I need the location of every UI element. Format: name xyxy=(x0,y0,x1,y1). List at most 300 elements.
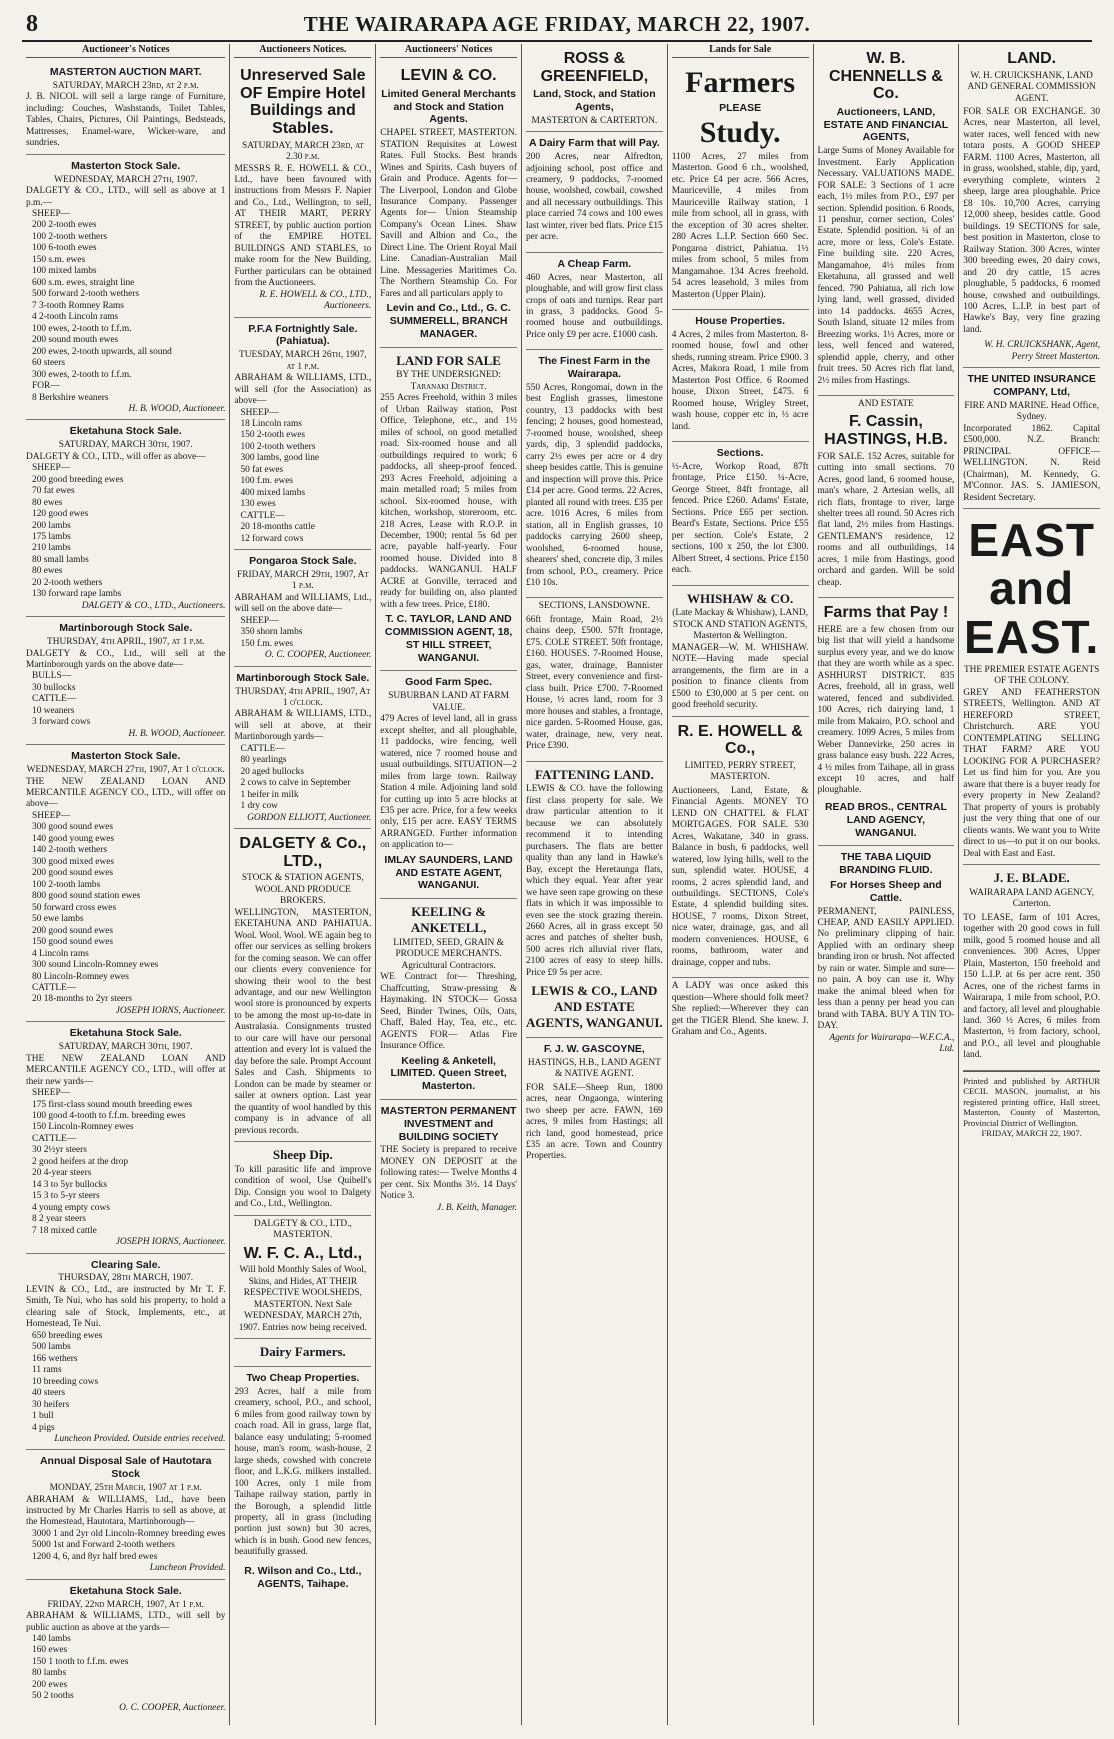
property-listing xyxy=(526,350,663,598)
list-item: 150 2-tooth ewes xyxy=(240,430,306,441)
list-item: 80 small lambs xyxy=(32,554,89,565)
column-header: Auctioneers Notices. xyxy=(234,44,371,58)
advert-signature: W. H. CRUICKSHANK, Agent, Perry Street Masterton. xyxy=(984,340,1101,362)
auction-notice xyxy=(26,1450,225,1579)
list-item: 200 good sound ewes xyxy=(32,868,113,879)
list-item: 50 fat ewes xyxy=(240,464,284,475)
merchant-advert xyxy=(380,61,517,347)
notice-date: MONDAY, 25th March, 1907 at 1 p.m. xyxy=(49,1483,202,1494)
list-item: 150 s.m. ewes xyxy=(32,254,86,265)
list-item: 350 shorn lambs xyxy=(240,627,303,638)
column-1 xyxy=(22,44,230,1725)
notice-body: DALGETY & CO., Ltd., will sell at the Martinborough yards on the above date— xyxy=(26,648,226,670)
list-item: 2 cows to calve in September xyxy=(240,778,351,789)
advert-date: SATURDAY, MARCH 23rd, at 2.30 p.m. xyxy=(241,140,364,163)
list-item: 140 lambs xyxy=(32,1634,71,1644)
advert-body: CHAPEL STREET, MASTERTON. STATION Requisites at Lowest Rates. Full Stocks. Best brands Wines and Spirits. Cash buyers of Grain and Produce. Agents for— The Liverpool, London and Globe Insurance Company. Passenger Agents for— Union Steamship Company's Ocean Lines. Shaw Savill and Albion and Co., the Direct Line. The Orient Royal Mail Line. Canadian-Australian Mail Line. Messageries Maritimes Co. The Northern Steamship Co. For Fares and all particulars apply to xyxy=(380,128,517,299)
list-item: 70 fat ewes xyxy=(32,486,75,497)
column-header: Lands for Sale xyxy=(672,44,809,58)
advert-body: FOR SALE—Sheep Run, 1800 acres, near Ongaonga, wintering two sheep per acre. FAWN, 169 acres, 9 miles from Hastings; all rich land, good homestead, price £35 an acre. Town and Country Properties. xyxy=(525,1082,663,1162)
advert-body: GREY AND FEATHERSTON STREETS, Wellington. AND AT HEREFORD STREET, Christchurch. ARE YOU CONTEMPLATING SELLING THAT FARM? ARE YOU LOOKING FOR A PURCHASER? Let us find him for you. Are you aware that there is a buyer ready for every property in New Zealand? That property of yours is probably just the very thing that one of our clients wants. We want you to Write direct to us—to put it on our books. Deal with East and East. xyxy=(963,687,1101,859)
list-item: 150 f.m. ewes xyxy=(240,638,294,649)
advert-body: A LADY was once asked this question—Where should folk meet? She replied:—Wherever they can get the TIGER Blend. She knew. J. Graham and Co., Agents. xyxy=(671,981,809,1038)
auction-notice xyxy=(26,617,225,745)
notice-heading: Eketahuna Stock Sale. xyxy=(69,425,182,438)
advert-body: 293 Acres, half a mile from creamery, school, P.O., and school, 6 miles from good railway town by coach road. All in grass, large flat, balance easy undulating; 5-roomed house, man's room, wash-house, 2 large sheds, cowshed with concrete floor, and L.K.G. milkers installed. 100 Acres, only 1 mile from Taihape railway station, partly in the Borough, a splendid little property, all in grass (including portion just sown) but 30 acres, which is in bush. Good new fences, beautifully grassed. xyxy=(234,1386,372,1558)
advert-title: Dairy Farmers. xyxy=(259,1344,346,1360)
advert-signature: J. B. Keith, Manager. xyxy=(437,1202,517,1213)
list-item: 600 s.m. ewes, straight line xyxy=(32,277,135,288)
notice-body: ABRAHAM & WILLIAMS, Ltd., have been instructed by Mr Charles Harris to sell as above, at the Homestead, Hautotara, Martinborough— xyxy=(26,1494,226,1528)
sale-advert xyxy=(234,550,371,667)
advert-title: LEVIN & CO. xyxy=(400,67,497,85)
listing-title: House Properties. xyxy=(695,315,786,328)
advert-title: W. F. C. A., Ltd., xyxy=(243,1244,363,1262)
advert-title: Sheep Dip. xyxy=(272,1147,333,1163)
advert-title: LAND FOR SALE xyxy=(396,352,501,368)
listing-body: 460 Acres, near Masterton, all ploughable, and will grow first class crops of oats and turnips. Rear part in grass, 3 paddocks. Good 5-roomed house and outbuildings. Price only £9 per acre. £1000 cash. xyxy=(525,272,663,340)
notice-heading: Masterton Stock Sale. xyxy=(71,159,181,172)
advert-title: Good Farm Spec. xyxy=(405,676,493,689)
notice-signature: JOSEPH IORNS, Auctioneer. xyxy=(115,1005,226,1016)
society-advert xyxy=(380,1100,517,1218)
list-item: 130 ewes xyxy=(240,499,276,510)
agent-advert xyxy=(672,586,809,717)
list-item: 60 steers xyxy=(32,358,66,369)
advert-subtitle: THE PREMIER ESTATE AGENTS OF THE COLONY. xyxy=(963,665,1100,687)
notice-heading: Eketahuna Stock Sale. xyxy=(69,1584,182,1597)
list-item: CATTLE— xyxy=(240,510,285,521)
list-item: 10 breeding cows xyxy=(32,1376,99,1387)
advert-body: 479 Acres of level land, all in grass except shelter, and all ploughable, 11 paddocks, wire fencing, well watered, nice 7 roomed house and usual outbuildings. SITUATION—2 miles from large town. Railway Station 4 mile. Adjoining land sold for cutting up into 5 acre blocks at £35 per acre. Price, for a few weeks only, £15 per acre. EASY TERMS ARRANGED. Further information on application to— xyxy=(380,714,517,851)
column-2 xyxy=(230,44,376,1725)
listing-body: 200 Acres, near Alfredton, adjoining school, post office and creamery, 9 paddocks, 7-roomed house, woolshed, cowbail, cowshed and all necessary outbuildings. This place carried 74 cows and 100 ewes last winter, river bed flats. Price £15 per acre. xyxy=(525,152,663,243)
advert-body: MESSRS R. E. HOWELL & CO., Ltd., have been favoured with instructions from Messrs F. Napier and Co., Ltd., Wellington, to sell, AT THEIR MART, PERRY STREET, by public auction portion of the EMPIRE HOTEL BUILDINGS AND STABLES, to make room for the New Building. Further particulars can be obtained from the Auctioneers. xyxy=(234,163,372,289)
list-item: 200 good sound ewes xyxy=(32,925,113,936)
list-item: 175 first-class sound mouth breeding ewes xyxy=(32,1099,193,1110)
list-item: 10 weaners xyxy=(32,705,75,716)
property-listing xyxy=(672,442,809,585)
advert-title: THE UNITED INSURANCE COMPANY, Ltd, xyxy=(967,373,1096,399)
list-item: 20 4-year steers xyxy=(32,1168,92,1179)
advert-subtitle: WAIRARAPA LAND AGENCY, Carterton. xyxy=(969,887,1095,910)
list-item: SHEEP— xyxy=(240,407,279,418)
advert-title: W. B. CHENNELLS & Co. xyxy=(829,50,943,103)
notice-body: THE NEW ZEALAND LOAN AND MERCANTILE AGENCY CO., LTD., will offer at their new yards— xyxy=(26,1053,226,1087)
list-item: 20 aged bullocks xyxy=(240,766,304,777)
listing-title: A Cheap Farm. xyxy=(557,257,632,270)
column-header: Auctioneers' Notices xyxy=(380,44,517,58)
advert-signature: READ BROS., CENTRAL LAND AGENCY, WANGANUI. xyxy=(824,800,947,839)
advert-subtitle: Land, Stock, and Station Agents, xyxy=(533,88,656,113)
list-item: FOR— xyxy=(32,381,60,392)
list-item: 12 forward cows xyxy=(240,533,304,544)
list-item: 1 heifer in milk xyxy=(240,789,299,800)
listing-title: A Dairy Farm that will Pay. xyxy=(529,137,660,150)
listing-body: 550 Acres, Rongomai, down in the best English grasses, limestone country, 13 paddocks with best fencing; 2 houses, good homestead, 7-roomed house, woolshed, sheep yards, dip, 3 splendid paddocks, carry 2½ ewes per acre or 4 dry sheep besides cattle. This is genuine and inspection will prove this. Price £14 per acre. Good terms. 22 Acres, planted all round with trees. £35 per acre. 1016 Acres, 6 miles from station, all in English grasses, 10 paddocks carrying 2600 sheep, woolshed, 6-roomed house, shearers' shed, concrete dip, 3 miles from school, P.O., creamery. Price £10 10s. xyxy=(525,383,663,588)
notice-heading: MASTERTON AUCTION MART. xyxy=(49,66,202,79)
column-7 xyxy=(959,44,1104,1725)
list-item: 130 forward rape lambs xyxy=(32,589,122,600)
list-item: 166 wethers xyxy=(32,1353,78,1364)
list-item: 20 18-months to 2yr steers xyxy=(32,994,132,1005)
listing-title: The Finest Farm in the Wairarapa. xyxy=(538,355,651,381)
list-item: 100 2-tooth wethers xyxy=(240,441,316,452)
list-item: 175 lambs xyxy=(32,531,71,542)
sale-advert xyxy=(234,667,371,829)
auction-notice xyxy=(26,61,225,155)
advert-body: Auctioneers, Land, Estate, & Financial Agents. MONEY TO LEND ON CHATTEL & FLAT MORTGAGES. FOR SALE. 530 Acres, Wakatane, 340 in grass. Balance in bush, 6 paddocks, well watered, low lying hills, well to the sun, splendid water. HOUSE, 4 rooms, 2 acres splendid land, and outbuildings. SECTIONS, Cole's Estate, 4 splendid building sites. HOUSE, 7 rooms, Dixon Street, nice water, drainage, gas, and all modern conveniences. HOUSE, 6 rooms, bathroom, water and drainage, copper and tubs. xyxy=(671,785,809,968)
list-item: 3 forward cows xyxy=(32,717,91,728)
notice-signature: H. B. WOOD, Auctioneer. xyxy=(128,403,226,414)
listing-title: SECTIONS, LANSDOWNE. xyxy=(538,601,650,612)
list-item: 100 ewes, 2-tooth to f.f.m. xyxy=(32,323,132,334)
list-item: 50 2 tooths xyxy=(32,1691,74,1702)
list-item: 200 lambs xyxy=(32,520,71,531)
list-item: 100 f.m. ewes xyxy=(240,476,294,487)
insurance-advert xyxy=(963,368,1100,509)
advert-title: R. E. HOWELL & Co., xyxy=(677,722,803,758)
notice-date: WEDNESDAY, MARCH 27th, 1907, At 1 o'clock. xyxy=(26,765,225,776)
notice-heading: Annual Disposal Sale of Hautotara Stock xyxy=(39,1455,212,1481)
listing-signature: Study. xyxy=(699,116,781,150)
list-item: 100 2-tooth lambs xyxy=(32,879,101,890)
advert-title: KEELING & ANKETELL, xyxy=(410,904,487,936)
column-4 xyxy=(522,44,668,1725)
land-advert xyxy=(380,348,517,672)
listing-subtitle: PLEASE xyxy=(719,101,762,114)
notice-signature: H. B. WOOD, Auctioneer. xyxy=(128,728,226,739)
stock-list xyxy=(234,408,371,546)
column-header: Auctioneer's Notices xyxy=(26,44,225,58)
advert-title: F. J. W. GASCOYNE, xyxy=(543,1042,645,1055)
auction-notice xyxy=(26,745,225,1022)
list-item: 200 ewes, 2-tooth upwards, all sound xyxy=(32,346,172,357)
advert-body: Large Sums of Money Available for Investment. Early Application Necessary. VALUATIONS MADE. FOR SALE: 3 Sections of 1 acre each, 1½ miles from P.O., £97 per section. Splendid position. 6 Roods, 11 penshur, corner section, Coles' Estate. Splendid position. ¼ of an acre, more or less, Cole's Estate. Fine building site. 220 Acres, Mangamahoe, 4½ miles from Eketahuna, all grassed and well fenced. 790 Pahiatua, all rich low lying land, well grassed, divided into 14 paddocks. 4655 Acres, South Island, situate 12 miles from Breezing works. 1½ Acres, more or less, well fenced and watered, splendid apple, cherry, and other fruit trees. 50 Acres rich flat land, 2½ miles from Hastings. xyxy=(817,146,955,386)
advert-signature: Keeling & Anketell, LIMITED. Queen Street, Masterton. xyxy=(390,1054,507,1093)
advert-title: WHISHAW & CO. xyxy=(686,590,794,606)
imprint-text: Printed and published by ARTHUR CECIL MASON, journalist, at his registered printing office, Hall street, Masterton, County of Masterton, Provincial District of Wellington. xyxy=(963,1075,1101,1128)
sale-advert xyxy=(234,1216,371,1339)
list-item: SHEEP— xyxy=(32,1088,71,1099)
list-item: 1 dry cow xyxy=(240,801,278,812)
list-item: SHEEP— xyxy=(240,615,279,626)
column-6 xyxy=(814,44,960,1725)
sale-advert xyxy=(234,1142,371,1216)
list-item: CATTLE— xyxy=(32,982,77,993)
notice-body: THE NEW ZEALAND LOAN AND MERCANTILE AGENCY CO., LTD., will offer on above— xyxy=(26,776,226,810)
advert-date: FRIDAY, MARCH 29th, 1907, At 1 p.m. xyxy=(237,569,369,592)
list-item: 650 breeding ewes xyxy=(32,1330,103,1341)
list-item: 120 good ewes xyxy=(32,509,89,520)
advert-signature: Agents for Wairarapa—W.F.C.A., Ltd. xyxy=(829,1032,955,1055)
stock-list xyxy=(26,1529,225,1563)
advert-subtitle: SUBURBAN LAND AT FARM VALUE. xyxy=(388,691,509,713)
list-item: 4 2-tooth Lincoln rams xyxy=(32,312,119,323)
list-item: SHEEP— xyxy=(32,209,71,219)
list-item: 200 ewes xyxy=(32,1679,68,1690)
list-item: SHEEP— xyxy=(32,463,71,474)
list-item: 20 2-tooth wethers xyxy=(32,577,103,588)
list-item: 30 bullocks xyxy=(32,682,76,693)
notice-body: J. B. NICOL will sell a large range of Furniture, including: Couches, Washstands, Toilet Tables, Tables, Chairs, Pictures, Oil Paintings, Bedsteads, Mattresses, Enamel-ware, Wicker-ware, and sundries. xyxy=(26,92,226,149)
agent-advert xyxy=(526,1038,663,1171)
advert-subtitle: (Late Mackay & Whishaw), LAND, STOCK AND STATION AGENTS, Masterton & Wellington. xyxy=(672,608,808,642)
agent-advert xyxy=(672,717,809,979)
notice-heading: Martinborough Stock Sale. xyxy=(59,622,193,635)
agent-advert xyxy=(526,44,663,132)
sale-advert xyxy=(234,829,371,1142)
list-item: 8 2 year steers xyxy=(32,1214,86,1225)
list-item: 300 good mixed ewes xyxy=(32,856,115,867)
notice-date: THURSDAY, 4th APRIL, 1907, at 1 p.m. xyxy=(47,637,205,648)
list-item: 80 yearlings xyxy=(240,755,287,766)
notice-heading: Clearing Sale. xyxy=(91,1258,161,1271)
stock-list xyxy=(234,616,371,650)
list-item: 5000 1st and Forward 2-tooth wethers xyxy=(32,1540,175,1551)
listing-title: Farmers xyxy=(685,66,796,100)
list-item: 800 good sound station ewes xyxy=(32,891,141,902)
advert-subtitle: BY THE UNDERSIGNED: Taranaki District. xyxy=(396,370,501,392)
property-listing xyxy=(526,762,663,1038)
listing-body: 1100 Acres, 27 miles from Masterton. Good 6 r.h., woolshed, etc. Price £4 per acre. 566 Acres, Mauriceville, 4 miles from Mauriceville Railway station, 1 mile from school, all in grass, with the exception of 30 acres shelter. 280 Acres L.I.P. Section 660 Sec. Pongaroa district, Pahiatua. 1½ miles from school, 5 miles from Mangamahoe. 134 Acres freehold. 54 acres leasehold, 3 miles from Masterton (Upper Plain). xyxy=(671,151,809,300)
advert-title: J. E. BLADE. xyxy=(993,869,1070,885)
notice-body: DALGETY & CO., LTD., will offer as above— xyxy=(26,451,206,462)
advert-subtitle: Auctioneers, LAND, ESTATE AND FINANCIAL AGENTS, xyxy=(823,105,949,144)
masthead xyxy=(22,8,1092,42)
list-item: 4 pigs xyxy=(32,1422,55,1433)
notice-heading: Masterton Stock Sale. xyxy=(71,750,181,763)
advert-body: TO LEASE, farm of 101 Acres, together with 20 good cows in full milk, good 5 roomed house and all conveniences. 300 Acres, Upper Plain, Masterton, 150 freehold and 150 L.I.P. at 6s per acre rent. 350 Acres, one of the richest farms in Wairarapa, 1 mile from school, P.O. and factory, all level and ploughable land. 360 ½ Acres, 6 miles from Masterton, ½ from factory, school, and P.O., all level and ploughable land. xyxy=(963,912,1101,1061)
notice-date: SATURDAY, MARCH 23rd, at 2 p.m. xyxy=(52,80,199,91)
advert-body: ABRAHAM & WILLIAMS, LTD., will sell (for the Association) as above— xyxy=(234,373,372,407)
advert-title: Pongaroa Stock Sale. xyxy=(249,555,357,568)
list-item: 140 2-tooth wethers xyxy=(32,845,107,856)
auction-notice xyxy=(26,155,225,421)
notice-signature: Luncheon Provided. Outside entries received. xyxy=(54,1433,226,1444)
stock-list xyxy=(234,744,371,813)
advert-body: Will hold Monthly Sales of Wool, Skins, and Hides, AT THEIR RESPECTIVE WOOLSHEDS, MASTERTON. Next Sale WEDNESDAY, MARCH 27th, 1907. Entries now being received. xyxy=(238,1265,367,1333)
list-item: 300 good sound ewes xyxy=(32,822,113,833)
stock-list xyxy=(26,811,225,1006)
imprint-date: FRIDAY, MARCH 22, 1907. xyxy=(981,1128,1082,1139)
advert-title: Martinborough Stock Sale. xyxy=(236,671,370,684)
list-item: 100 mixed lambs xyxy=(32,266,97,277)
advert-subtitle: For Horses Sheep and Cattle. xyxy=(830,878,942,904)
advert-body: ABRAHAM & WILLIAMS, LTD., will sell at above, at their Martinborough yards— xyxy=(234,709,372,743)
advert-subtitle: Limited General Merchants and Stock and Station Agents. xyxy=(381,87,516,126)
list-item: 200 good breeding ewes xyxy=(32,474,124,485)
advert-body: To kill parasitic life and improve condition of wool, Use Quibell's Dip. Consign you wool to Dalgety and Co., Ltd., Wellington. xyxy=(234,1164,372,1210)
list-item: 150 good sound ewes xyxy=(32,937,113,948)
advert-title: THE TABA LIQUID BRANDING FLUID. xyxy=(839,851,933,877)
list-item: CATTLE— xyxy=(32,1133,77,1144)
list-item: SHEEP— xyxy=(32,810,71,821)
advert-body: THE Society is prepared to receive MONEY ON DEPOSIT at the following rates:— Twelve Months 4 per cent. Six Months 3½. 14 Days' Notice 3. xyxy=(380,1145,517,1202)
list-item: 7 18 mixed cattle xyxy=(32,1225,97,1236)
merchant-advert xyxy=(380,899,517,1100)
advert-title: MASTERTON PERMANENT INVESTMENT and BUILDING SOCIETY xyxy=(380,1105,517,1143)
notice-date: FRIDAY, 22nd MARCH, 1907, At 1 p.m. xyxy=(47,1599,204,1610)
list-item: 200 sound mouth ewes xyxy=(32,335,119,346)
list-item: 300 lambs, good line xyxy=(240,453,320,464)
stock-list xyxy=(26,209,225,404)
sale-advert xyxy=(234,1367,371,1596)
list-item: 18 Lincoln rams xyxy=(240,419,302,429)
agent-advert xyxy=(963,44,1100,368)
auction-notice xyxy=(26,1580,225,1718)
advert-title: LAND. xyxy=(1007,50,1057,67)
list-item: 30 2½yr steers xyxy=(32,1145,87,1156)
listing-body: 66ft frontage, Main Road, 2½ chains deep, £500. 57ft frontage, £75. COLE STREET. 50ft frontage, £160. HOUSES. 7-Roomed House, gas, water, drainage, Bannister Street, every convenience and first-class built. Price £700. 7-Roomed House, ½ acres land, room for 3 more houses and stables, a frontage, nice garden. 5-Roomed House, gas, water, drainage, new, very neat. Price £390. xyxy=(525,614,663,752)
advert-signature: GORDON ELLIOTT, Auctioneer. xyxy=(247,812,372,823)
advert-title: DALGETY & Co., LTD., xyxy=(239,835,367,870)
list-item: 1 bull xyxy=(32,1411,54,1422)
advert-subtitle: LIMITED, PERRY STREET, MASTERTON. xyxy=(684,760,796,783)
listing-body: LEWIS & CO. have the following first class property for sale. We draw particular attention to it because we can absolutely recommend it to intending purchasers. The flats are better quality than any land in Hawke's Bay, except the Heretaunga flats, which they equal. Year after year we have seen rape growing on these flats in which it was impossible to even see the stock grazing therein. 2660 Acres, all in grass except 50 acres and patches of shelter bush, 500 acres rich alluvial river flats, 2100 acres of easy to steep hills. Price £9 5s per acre. xyxy=(525,784,663,978)
notice-date: SATURDAY, MARCH 30th, 1907. xyxy=(58,1042,193,1053)
advert-title: P.F.A Fortnightly Sale. (Pahiatua). xyxy=(248,322,358,348)
notice-body: ABRAHAM & WILLIAMS, LTD., will sell by public auction as above at the yards— xyxy=(26,1611,226,1633)
advert-subtitle: FIRE AND MARINE. Head Office, Sydney. xyxy=(964,400,1100,423)
list-item: 200 2-tooth ewes xyxy=(32,220,97,231)
advert-title: EAST and EAST. xyxy=(963,514,1100,663)
list-item: 80 Lincoln-Romney ewes xyxy=(32,971,129,982)
notice-signature: JOSEPH IORNS, Auctioneer. xyxy=(115,1237,226,1248)
agent-advert xyxy=(963,509,1100,865)
list-item: 500 lambs xyxy=(32,1342,71,1353)
advert-subtitle: W. H. CRUICKSHANK, LAND AND GENERAL COMMISSION AGENT. xyxy=(967,70,1096,104)
land-advert xyxy=(380,671,517,899)
agent-advert xyxy=(818,44,955,396)
advert-body: MASTERTON & CARTERTON. xyxy=(531,115,658,126)
tea-advert xyxy=(672,978,809,1042)
advert-body: ABRAHAM and WILLIAMS, Ltd., will sell on the above date— xyxy=(234,592,372,615)
column-3 xyxy=(376,44,522,1725)
columns xyxy=(22,44,1104,1725)
stock-list xyxy=(26,1634,225,1703)
notice-signature: Luncheon Provided. xyxy=(149,1563,226,1574)
list-item: 100 2-tooth wethers xyxy=(32,231,107,242)
stock-list xyxy=(26,1331,225,1434)
list-item: CATTLE— xyxy=(32,694,77,705)
list-item: 50 ewe lambs xyxy=(32,914,84,925)
list-item: 4 Lincoln rams xyxy=(32,948,89,959)
notice-date: THURSDAY, 28th MARCH, 1907. xyxy=(58,1273,194,1284)
list-item: 400 mixed lambs xyxy=(240,487,306,498)
advert-subtitle: LIMITED, SEED, GRAIN & PRODUCE MERCHANTS. Agricultural Contractors. xyxy=(393,937,504,971)
advert-title: F. Cassin, HASTINGS, H.B. xyxy=(824,413,948,449)
listing-body: ½-Acre, Workop Road, 87ft frontage, Price £150. ¼-Acre, George Street, 84ft frontage, all fenced. Price £260. Adams' Estate, Sections. Price £65 per section. Beard's Estate, Sections. Price £55 per section. Cole's Estate, 2 sections, 100 x 250, the lot £300. Albert Street, 4 sections. Price £150 each. xyxy=(671,461,809,576)
agent-advert xyxy=(818,598,955,846)
printer-imprint xyxy=(963,1071,1100,1139)
auction-notice xyxy=(26,1254,225,1451)
auction-notice xyxy=(26,1022,225,1253)
notice-body: LEVIN & CO., Ltd., are instructed by Mr T. F. Smith, Te Nui, who has sold his property, to hold a clearing sale of Stock, Implements, etc., at Homestead, Te Nui. xyxy=(26,1284,226,1330)
auction-notice xyxy=(26,420,225,617)
advert-body: Incorporated 1862. Capital £500,000. N.Z. Branch: PRINCIPAL OFFICE—WELLINGTON. N. Reid (Chairman), M. Kennedy, G. M'Connor. JAS. S. JAMIESON, Resident Secretary. xyxy=(963,423,1101,503)
list-item: 150 1 tooth to f.f.m. ewes xyxy=(32,1656,129,1667)
stock-list xyxy=(26,671,225,728)
list-item: 100 6-tooth ewes xyxy=(32,243,97,254)
list-item: 14 3 to 5yr bullocks xyxy=(32,1179,107,1190)
advert-body: MANAGER—W. M. WHISHAW. NOTE—Having made special arrangements, the firm are in a position to finance clients from £500 to £30,000 at 5 per cent. on good freehold security. xyxy=(671,642,809,711)
list-item: 500 forward 2-tooth wethers xyxy=(32,289,140,300)
list-item: 300 ewes, 2-tooth to f.f.m. xyxy=(32,369,132,380)
list-item: 20 18-months cattle xyxy=(240,522,315,533)
property-listing xyxy=(526,598,663,761)
list-item: 15 3 to 5-yr steers xyxy=(32,1191,100,1202)
stock-list xyxy=(26,1088,225,1237)
list-item: 210 lambs xyxy=(32,543,71,554)
advert-subtitle: AND ESTATE xyxy=(858,399,914,410)
list-item: 7 3-tooth Romney Rams xyxy=(32,300,124,311)
property-listing xyxy=(526,132,663,253)
advert-title: Unreserved Sale OF Empire Hotel Buildings and Stables. xyxy=(240,67,366,137)
notice-date: WEDNESDAY, MARCH 27th, 1907. xyxy=(54,174,198,185)
advert-body: FOR SALE OR EXCHANGE. 30 Acres, near Masterton, all level, water races, well fenced with new totara posts. A GOOD SHEEP FARM. 1100 Acres, Masterton, all in grass, woolshed, stable, dip, yard, everything complete, winters 2 sheep, large area ploughable. Price £8 10s. 10,700 Acres, carrying 12,000 sheep, besides cattle. Good buildings. 19 SECTIONS for sale, best position in Masterton, close to Railway Station. 300 Acres, winter 300 breeding ewes, 20 dairy cows, and 20 dry cattle, 15 acres ploughable, 5 paddocks, 6 roomed house, cowshed and outbuildings. 100 Acres, L.I.P. in best part of Hawke's Bay, very fine grazing land. xyxy=(963,107,1101,335)
property-listing xyxy=(672,61,809,310)
list-item: 2 good heifers at the drop xyxy=(32,1156,129,1167)
notice-date: SATURDAY, MARCH 30th, 1907. xyxy=(58,440,193,451)
advert-body: FOR SALE. 152 Acres, suitable for cutting into small sections. 70 Acres, good land, 6 roomed house, man's whare, 2 Artesian wells, all rich flats, frontage to river, large shelter trees all round. 50 Acres rich flat land, 2½ miles from Hastings. GENTLEMAN'S residence, 12 rooms and all outbuildings, 14 acres, 1 mile from Hastings, good orchard and garden. Will be sold cheap. xyxy=(817,451,955,588)
advert-body: 255 Acres Freehold, within 3 miles of Urban Railway station, Post Office, Telephone, etc., and 1½ miles of school, on good metalled road. Six-roomed house and all outbuildings required to work; 6 paddocks, all sheep-proof fenced. 293 Acres Freehold, adjoining a main metalled road; 5 miles from school. Six-roomed house, with kitchen, workshop, storeroom, etc. 218 Acres, Lease with R.O.P. in December, 1900; rental 5s 6d per acre, payable half-yearly. Four roomed house. Divided into 8 paddocks. WANGANUI. HALF ACRE at Gonville, terraced and ready for building on, also planted with a few trees. Price, £180. xyxy=(380,393,517,610)
column-5 xyxy=(668,44,814,1725)
list-item: 8 Berkshire weaners xyxy=(32,392,109,403)
sale-advert xyxy=(234,318,371,551)
advert-title: ROSS & GREENFIELD, xyxy=(540,50,649,85)
listing-title: FATTENING LAND. xyxy=(535,766,654,782)
sale-advert xyxy=(234,1339,371,1367)
advert-body: WE Contract for— Threshing, Chaffcutting, Straw-pressing & Haymaking. IN STOCK— Gossa Seed, Binder Twines, Oils, Oats, Chaff, Baled Hay, Tea, etc., etc. AGENTS FOR— Atlas Fire Insurance Office. xyxy=(380,972,517,1052)
agent-advert xyxy=(963,865,1100,1071)
advert-title: Two Cheap Properties. xyxy=(246,1372,360,1385)
advert-signature: O. C. COOPER, Auctioneer. xyxy=(264,650,372,661)
list-item: 40 steers xyxy=(32,1388,66,1399)
advert-date: STOCK & STATION AGENTS, WOOL AND PRODUCE BROKERS. xyxy=(241,873,364,907)
product-advert xyxy=(818,846,955,1059)
list-item: 30 heifers xyxy=(32,1399,70,1410)
advert-signature: R. Wilson and Co., Ltd., AGENTS, Taihape. xyxy=(244,1564,362,1590)
notice-signature: O. C. COOPER, Auctioneer. xyxy=(119,1702,226,1713)
list-item: 50 forward cross ewes xyxy=(32,902,117,913)
notice-signature: DALGETY & CO., LTD., Auctioneers. xyxy=(81,600,226,611)
list-item: 4 young empty cows xyxy=(32,1202,110,1213)
listing-signature: LEWIS & CO., LAND AND ESTATE AGENTS, WANGANUI. xyxy=(526,983,663,1031)
stock-list xyxy=(26,463,225,601)
property-listing xyxy=(672,310,809,442)
advert-date: TUESDAY, MARCH 26th, 1907, at 1 p.m. xyxy=(239,350,367,372)
notice-body: DALGETY & CO., LTD., will sell as above at 1 p.m.— xyxy=(26,186,226,208)
advert-date: DALGETY & CO., LTD., MASTERTON. xyxy=(253,1218,352,1241)
list-item: BULLS— xyxy=(32,671,72,682)
agent-advert xyxy=(818,396,955,598)
list-item: CATTLE— xyxy=(240,743,285,754)
page-number: 8 xyxy=(26,11,38,37)
notice-heading: Eketahuna Stock Sale. xyxy=(69,1027,182,1040)
advert-subtitle: HASTINGS, H.B., LAND AGENT & NATIVE AGENT. xyxy=(527,1057,661,1080)
sale-advert xyxy=(234,61,371,317)
advert-body: PERMANENT, PAINLESS, CHEAP, AND EASILY APPLIED. No preliminary clipping of hair. Applied with an ordinary sheep branding iron or brush. Not affected by rain or water. Simple and sure—no pain. A boy can use it. Why make the animal bleed when for less than a penny per head you can brand with TABA. BUY A TIN TO-DAY. xyxy=(817,906,955,1032)
list-item: 300 sound Lincoln-Romney ewes xyxy=(32,960,159,971)
advert-body: HERE are a few chosen from our big list that will yield a handsome surplus every year, and we do know that they are worth while as a spec. ASHHURST DISTRICT. 835 Acres, freehold, all in grass, well watered, fenced and subdivided. 100 Acres, rich dairying land, 1 mile from Makairo, P.O. school and creamery. 1099 Acres, 5 miles from Weber Dannevirke, 250 acres in grass balance easy bush. 222 Acres, 4 ½ miles from Taihape, all in grass except 10 acres, and half ploughable. xyxy=(817,624,955,796)
listing-body: 4 Acres, 2 miles from Masterton. 8-roomed house, fowl and other sheds, running stream. Price £900. 3 Acres, Makora Road, 1 mile from Masterton Post Office. 6 Roomed house, Dixon Street, £475. 6 Roomed house, Wrigley Street, wash house, copper etc in, ½ acre land. xyxy=(671,329,809,432)
list-item: 80 ewes xyxy=(32,566,63,577)
list-item: 80 lambs xyxy=(32,1668,67,1679)
advert-title: Farms that Pay ! xyxy=(823,604,949,622)
advert-signature: R. E. HOWELL & CO., LTD., Auctioneers. xyxy=(259,289,372,312)
advert-date: THURSDAY, 4th APRIL, 1907, At 1 o'clock. xyxy=(235,686,371,708)
